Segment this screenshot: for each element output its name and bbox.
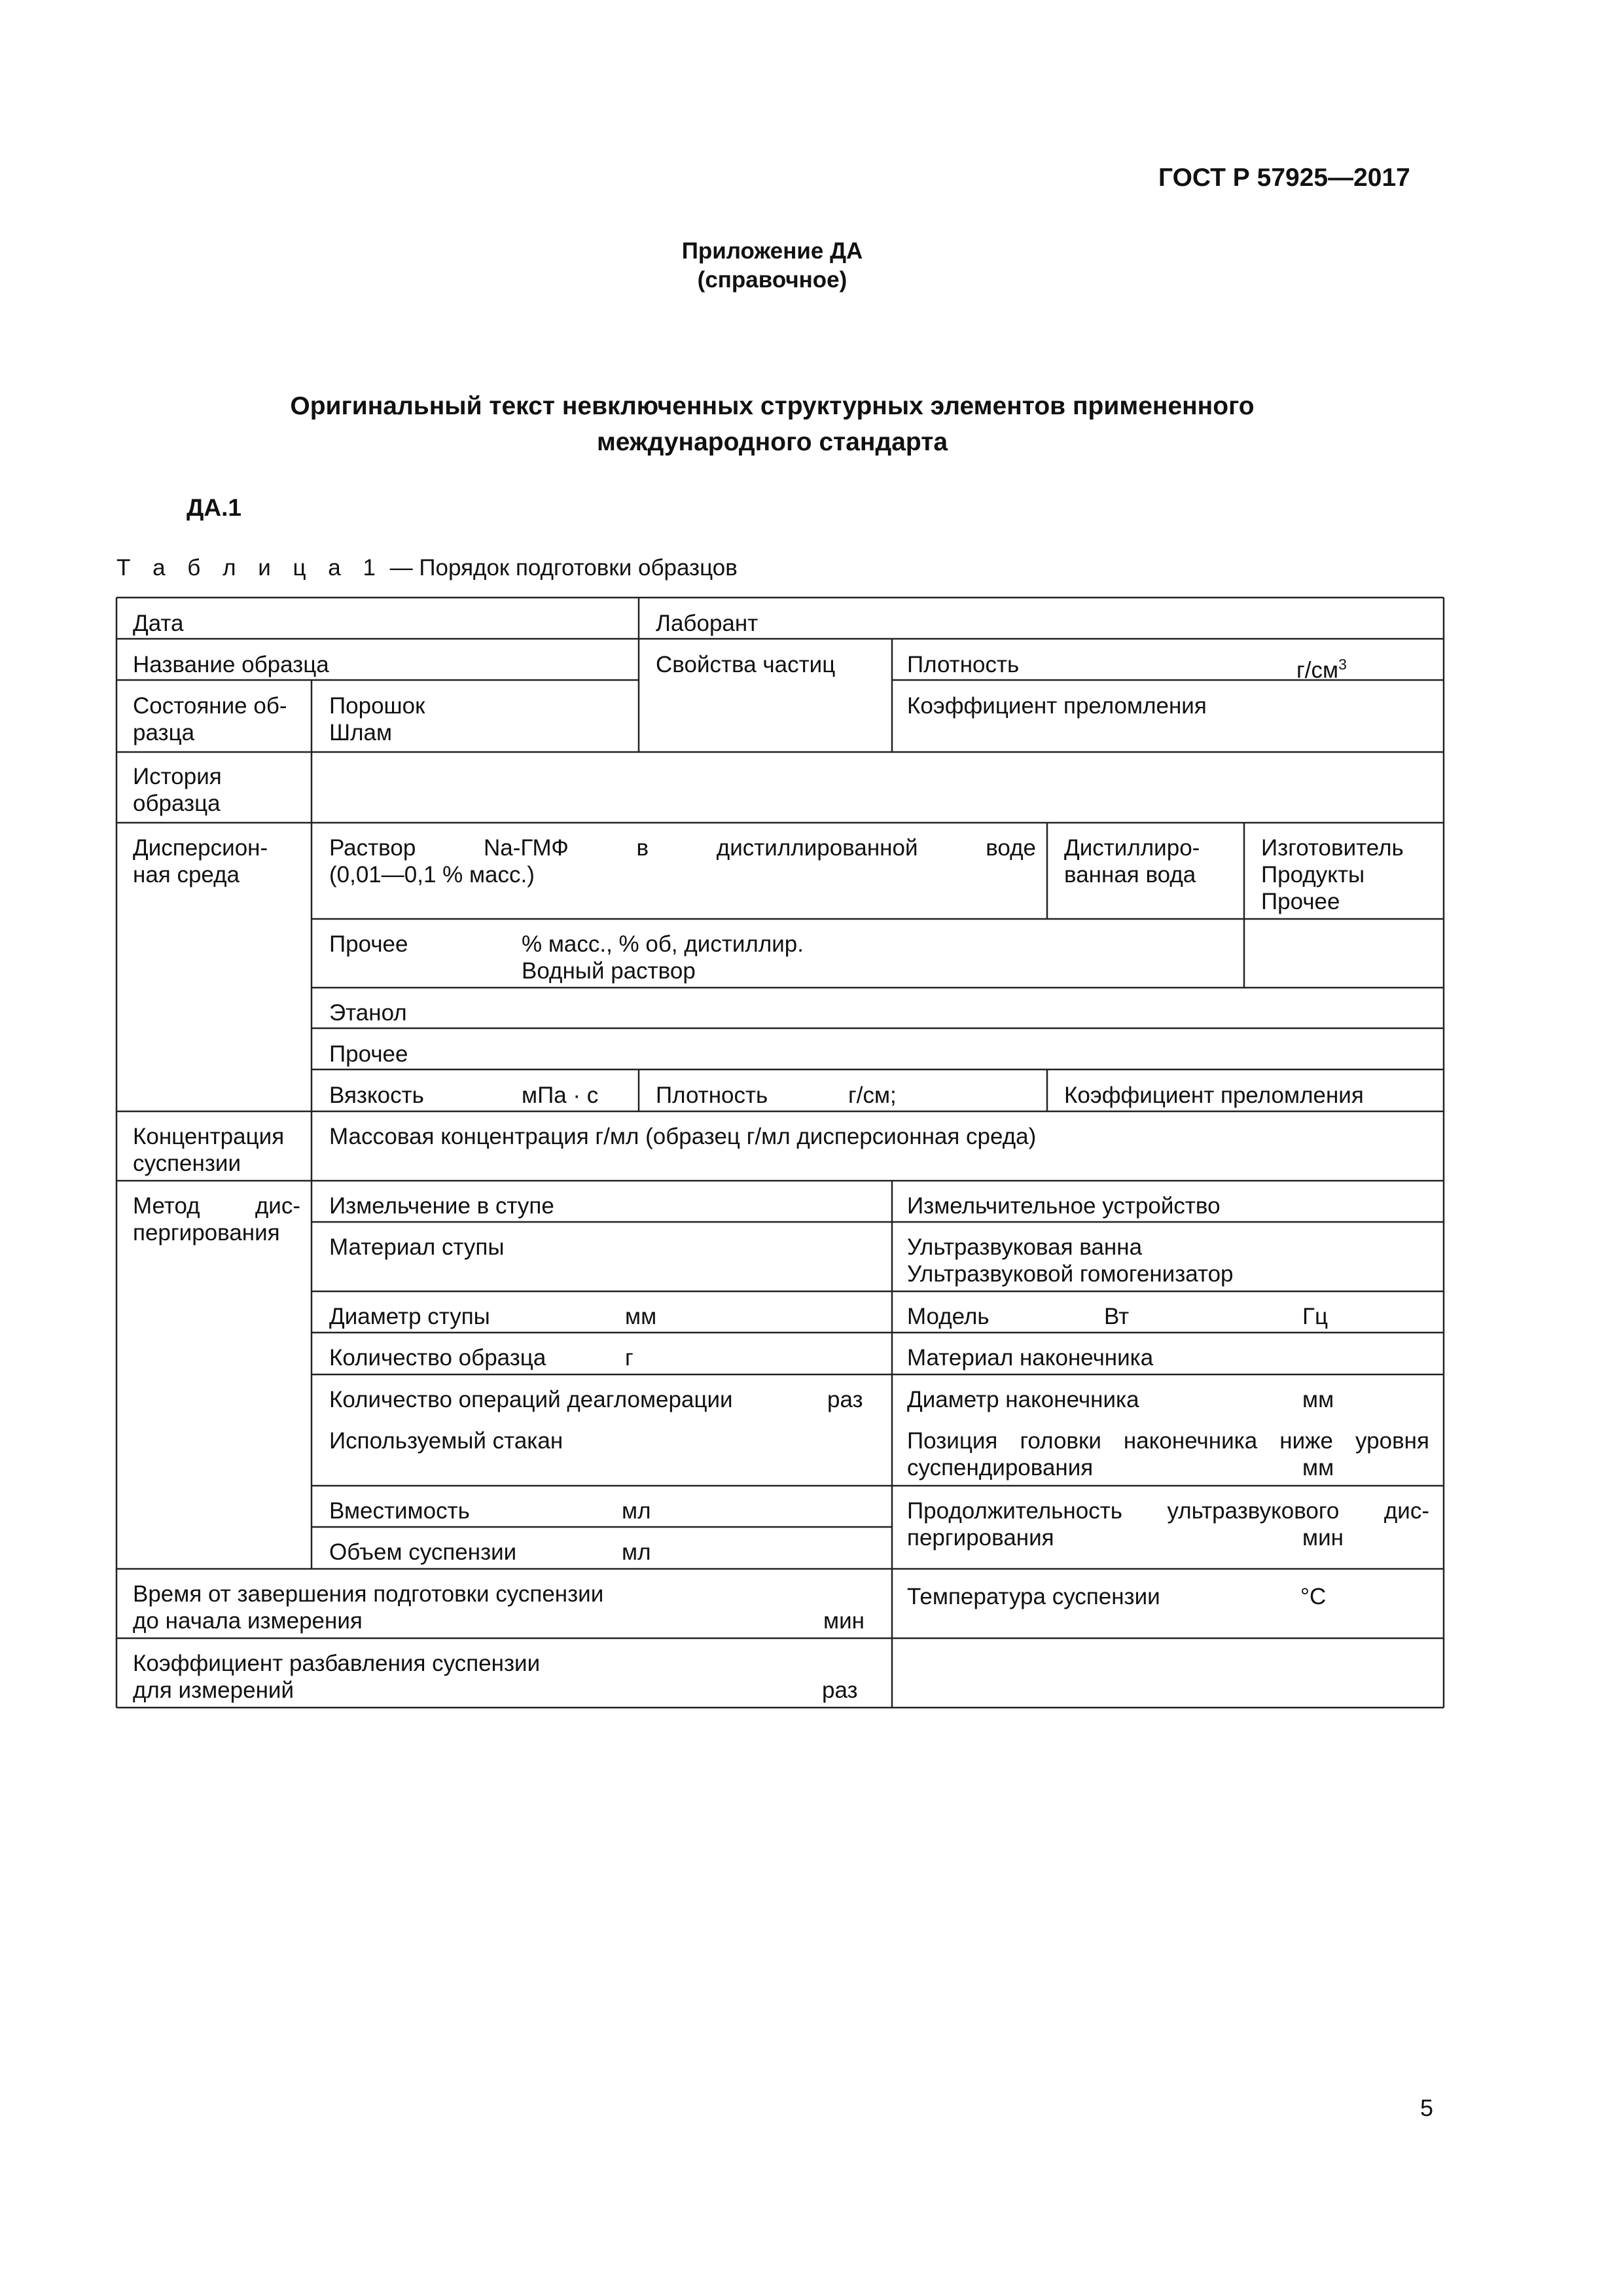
section-number: ДА.1	[187, 494, 241, 521]
deagglomeration-unit: раз	[827, 1387, 863, 1412]
ultrasonic-homogenizer: Ультразвуковой гомогенизатор	[907, 1261, 1234, 1287]
disp-method-line-1	[133, 1193, 300, 1219]
tip-diameter-unit: мм	[1302, 1387, 1334, 1412]
solution-word: дистиллированной	[716, 835, 918, 861]
disp-method-word: Метод	[133, 1193, 200, 1219]
page-number: 5	[1420, 2094, 1434, 2121]
tip-position-line-2	[907, 1454, 1429, 1481]
cell-disp-medium	[133, 834, 268, 888]
ultrasonic-bath: Ультразвуковая ванна	[907, 1234, 1143, 1260]
solution-word: Раствор	[329, 835, 416, 861]
cell-refr-index-2: Коэффициент преломления	[1064, 1083, 1364, 1108]
cell-sample-name: Название образца	[133, 652, 329, 677]
disp-method-word: дис-	[255, 1193, 300, 1219]
cell-other-b: Прочее	[329, 931, 408, 957]
cell-susp-temp: Температура суспензии	[907, 1584, 1160, 1609]
mortar-diameter-unit: мм	[625, 1304, 657, 1329]
dist-water-line-2: ванная вода	[1064, 862, 1196, 888]
cell-tip-position	[907, 1427, 1429, 1481]
sample-state-line-1: Состояние об-	[133, 693, 287, 719]
cell-sample-state	[133, 692, 287, 746]
cell-solution	[329, 834, 1036, 888]
tip-position-word: ниже	[1279, 1428, 1333, 1454]
cell-duration	[907, 1498, 1429, 1551]
susp-conc-line-2: суспензии	[133, 1151, 241, 1176]
cell-refr-index: Коэффициент преломления	[907, 693, 1207, 719]
disp-medium-line-1: Дисперсион-	[133, 835, 268, 861]
density-unit-base: г/см	[1296, 657, 1339, 683]
cell-mortar-diameter: Диаметр ступы	[329, 1304, 490, 1329]
cell-susp-conc	[133, 1123, 284, 1177]
cell-model: Модель	[907, 1304, 990, 1329]
dist-water-line-1: Дистиллиро-	[1064, 835, 1200, 861]
water-solution-label: Водный раствор	[522, 958, 696, 984]
tip-position-word: уровня	[1355, 1428, 1429, 1454]
model-unit-w: Вт	[1104, 1304, 1130, 1329]
duration-word: ультразвукового	[1167, 1498, 1340, 1524]
time-since-line-1: Время от завершения подготовки суспензии	[133, 1581, 604, 1607]
cell-deagglomeration: Количество операций деагломерации	[329, 1387, 733, 1412]
cell-ultrasonic	[907, 1234, 1234, 1287]
suspending-label: суспендирования	[907, 1455, 1094, 1480]
dilution-line-1: Коэффициент разбавления суспензии	[133, 1651, 541, 1676]
history-line-2: образца	[133, 791, 221, 816]
cell-date: Дата	[133, 611, 184, 636]
cell-beaker: Используемый стакан	[329, 1428, 563, 1454]
history-line-1: История	[133, 764, 222, 789]
cell-susp-volume: Объем суспензии	[329, 1539, 517, 1565]
cell-dilution	[133, 1650, 540, 1704]
cell-manufacturer	[1261, 834, 1404, 915]
density-unit-exp: 3	[1338, 656, 1347, 673]
cell-history	[133, 763, 222, 817]
cell-sample-amount: Количество образца	[329, 1345, 546, 1371]
disp-method-line-2: пергирования	[133, 1220, 280, 1246]
duration-line-1	[907, 1498, 1429, 1524]
cell-dist-water	[1064, 834, 1200, 888]
sample-state-line-2: разца	[133, 720, 195, 745]
susp-volume-unit: мл	[622, 1539, 651, 1565]
duration-unit: мин	[1302, 1525, 1344, 1551]
appendix-title: Приложение ДА	[681, 238, 863, 264]
cell-capacity: Вместимость	[329, 1498, 470, 1524]
solution-word: Na-ГМФ	[483, 835, 569, 861]
title-line-1: Оригинальный текст невключенных структурных элементов примененного	[290, 392, 1255, 420]
tip-position-word: Позиция	[907, 1428, 998, 1454]
duration-line-2	[907, 1524, 1429, 1551]
appendix-kind: (справочное)	[697, 267, 847, 293]
cell-tip-material: Материал наконечника	[907, 1345, 1154, 1371]
capacity-unit: мл	[622, 1498, 651, 1524]
manufacturer-label: Изготовитель	[1261, 835, 1404, 861]
tip-position-word: головки	[1020, 1428, 1101, 1454]
cell-density-2: Плотность	[656, 1083, 768, 1108]
caption-prefix: Т а б л и ц а 1	[116, 555, 383, 581]
dispersing-label: пергирования	[907, 1525, 1054, 1551]
mass-percent-label: % масс., % об, дистиллир.	[522, 931, 804, 957]
option-slurry: Шлам	[329, 720, 393, 745]
sample-amount-unit: г	[625, 1345, 633, 1371]
cell-mass-conc: Массовая концентрация г/мл (образец г/мл дисперсионная среда)	[329, 1124, 1037, 1149]
susp-conc-line-1: Концентрация	[133, 1124, 285, 1149]
duration-word: Продолжительность	[907, 1498, 1122, 1524]
cell-mortar-material: Материал ступы	[329, 1234, 505, 1260]
model-unit-hz: Гц	[1302, 1304, 1328, 1329]
cell-state-options	[329, 692, 425, 746]
disp-medium-line-2: ная среда	[133, 862, 240, 888]
cell-density: Плотность	[907, 652, 1020, 677]
option-powder: Порошок	[329, 693, 425, 719]
cell-time-since	[133, 1581, 603, 1634]
cell-ethanol: Этанол	[329, 1000, 407, 1026]
duration-word: дис-	[1383, 1498, 1429, 1524]
cell-viscosity: Вязкость	[329, 1083, 424, 1108]
products-label: Продукты	[1261, 862, 1365, 888]
dilution-unit: раз	[822, 1677, 858, 1703]
density-2-unit: г/см;	[848, 1083, 897, 1108]
tip-position-unit: мм	[1302, 1455, 1334, 1480]
susp-temp-unit: °С	[1300, 1584, 1327, 1609]
dilution-line-2: для измерений	[133, 1677, 294, 1703]
solution-word: в	[636, 835, 649, 861]
cell-mass-percent	[522, 931, 804, 984]
solution-line-1	[329, 834, 1036, 861]
other-label: Прочее	[1261, 889, 1340, 914]
title-line-2: международного стандарта	[596, 428, 948, 456]
cell-grinding-device: Измельчительное устройство	[907, 1193, 1221, 1219]
solution-word: воде	[986, 835, 1036, 861]
cell-laborant: Лаборант	[656, 611, 758, 636]
cell-other-c: Прочее	[329, 1041, 408, 1067]
tip-position-word: наконечника	[1123, 1428, 1258, 1454]
standard-number: ГОСТ Р 57925—2017	[1158, 164, 1410, 192]
tip-position-line-1	[907, 1427, 1429, 1454]
cell-disp-method	[133, 1193, 300, 1246]
time-since-line-2: до начала измерения	[133, 1608, 363, 1634]
cell-mortar-grinding: Измельчение в ступе	[329, 1193, 554, 1219]
cell-tip-diameter: Диаметр наконечника	[907, 1387, 1139, 1412]
solution-line-2: (0,01—0,1 % масс.)	[329, 862, 535, 888]
density-unit	[1296, 651, 1347, 684]
caption-text: — Порядок подготовки образцов	[383, 555, 738, 581]
cell-particle-props: Свойства частиц	[656, 652, 836, 677]
time-since-unit: мин	[823, 1608, 865, 1634]
viscosity-unit: мПа · с	[522, 1083, 599, 1108]
